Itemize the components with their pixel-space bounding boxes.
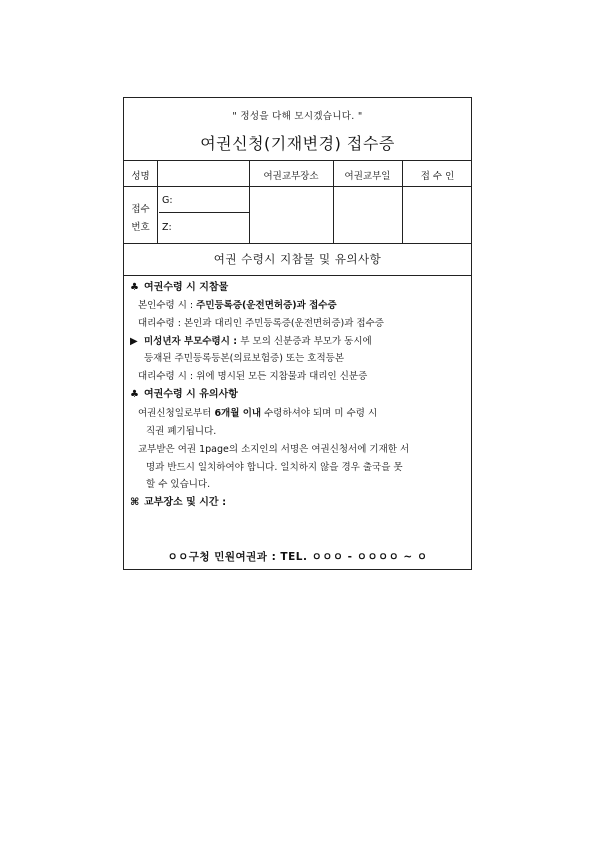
proxy-receipt-line: 대리수령 : 본인과 대리인 주민등록증(운전면허증)과 접수증 <box>138 318 384 329</box>
place-label: 여권교부장소 <box>263 171 319 182</box>
code-z: Z: <box>162 222 172 233</box>
command-icon: ⌘ <box>130 497 140 508</box>
self-receipt-line: 본인수령 시 : 주민등록증(운전면허증)과 접수증 <box>138 300 337 311</box>
note2-line3: 할 수 있습니다. <box>146 479 211 490</box>
note1-line: 여권신청일로부터 6개월 이내 수령하셔야 되며 미 수령 시 <box>138 408 378 419</box>
code-g: G: <box>162 195 173 206</box>
name-label: 성명 <box>131 171 150 182</box>
grid-divider <box>124 186 471 187</box>
section-title: 여권 수령시 지참물 및 유의사항 <box>124 243 471 276</box>
club-icon: ♣ <box>130 282 139 293</box>
receipt-label-1: 접수 <box>131 204 150 215</box>
note2-line1: 교부받은 여권 1page의 소지인의 서명은 여권신청서에 기재한 서 <box>138 444 410 455</box>
date-label: 여권교부일 <box>344 171 391 182</box>
note1-cont: 직권 폐기됩니다. <box>146 426 217 437</box>
info-grid <box>124 161 471 243</box>
receipt-form <box>123 97 472 570</box>
form-header <box>124 98 471 161</box>
heading-notes: ♣ 여권수령 시 유의사항 <box>130 389 238 400</box>
proxy-minor-line: 대리수령 시 : 위에 명시된 모든 지참물과 대리인 신분증 <box>138 371 368 382</box>
triangle-right-icon: ▶ <box>130 336 138 347</box>
heading-place-time: ⌘ 교부장소 및 시간 : <box>130 497 227 508</box>
club-icon: ♣ <box>130 389 139 400</box>
receipt-label-2: 번호 <box>131 222 150 233</box>
contact-footer: ㅇㅇ구청 민원여권과 : TEL. ㅇㅇㅇ - ㅇㅇㅇㅇ ~ ㅇ <box>167 551 428 563</box>
minor-line: ▶ 미성년자 부모수령시 : 부 모의 신분증과 부모가 동시에 <box>130 336 372 347</box>
note2-line2: 명과 반드시 일치하여야 합니다. 일치하지 않을 경우 출국을 못 <box>146 462 403 473</box>
form-title: 여권신청(기재변경) 접수증 <box>200 134 395 153</box>
minor-line-cont: 등재된 주민등록등본(의료보험증) 또는 호적등본 <box>144 353 345 364</box>
grid-divider <box>159 212 249 213</box>
stamp-label: 접 수 인 <box>420 171 455 182</box>
grid-divider <box>157 161 158 243</box>
motto: " 정성을 다해 모시겠습니다. " <box>232 111 363 122</box>
heading-items: ♣ 여권수령 시 지참물 <box>130 282 229 293</box>
